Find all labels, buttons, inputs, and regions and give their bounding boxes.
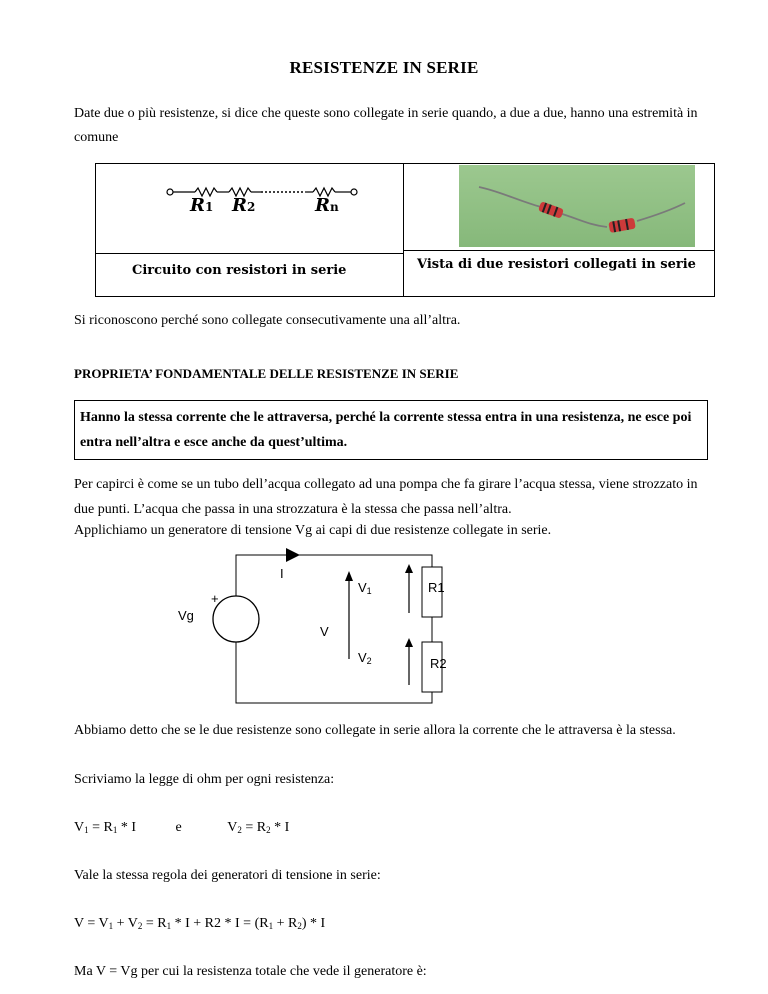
key-property-box: Hanno la stessa corrente che le attraversa, perché la corrente stessa entra in una resistenza, ne esce poi entra nell’altra e esce anche da quest’ultima. bbox=[74, 400, 708, 460]
intro-paragraph: Date due o più resistenze, si dice che queste sono collegate in serie quando, a due a due, hanno una estremità in comune bbox=[74, 106, 698, 145]
apply-paragraph: Applichiamo un generatore di tensione Vg ai capi di due resistenze collegate in serie. bbox=[74, 523, 552, 538]
recognize-paragraph: Si riconoscono perché sono collegate consecutivamente una all’altra. bbox=[74, 313, 461, 328]
plus-label: + bbox=[211, 591, 219, 606]
v2-label: $V_2$ bbox=[358, 650, 372, 666]
analogy-paragraph: Per capirci è come se un tubo dell’acqua collegato ad una pompa che fa girare l’acqua stessa, viene strozzato in due punti. L’acqua che passa in una strozzatura è la stessa che passa nell’altra. bbox=[74, 477, 698, 517]
resistors-photo bbox=[459, 165, 695, 247]
r1-label: R1 bbox=[190, 195, 214, 216]
final-paragraph: Ma V = Vg per cui la resistenza totale che vede il generatore è: bbox=[74, 964, 427, 979]
said-paragraph: Abbiamo detto che se le due resistenze sono collegate in serie allora la corrente che le attraversa è la stessa. bbox=[74, 723, 676, 738]
section-heading: PROPRIETA’ FONDAMENTALE DELLE RESISTENZE IN SERIE bbox=[74, 366, 459, 381]
resistor-table bbox=[95, 163, 715, 297]
v-label: V bbox=[320, 624, 329, 639]
current-label: I bbox=[280, 566, 284, 581]
ohm-equations: $V_1 = R_1 * I$ e $V_2 = R_2 * I$ bbox=[74, 820, 290, 835]
r2-label: R2 bbox=[232, 195, 256, 216]
circuit-diagram bbox=[200, 545, 460, 715]
caption-right: Vista di due resistori collegati in serie bbox=[417, 257, 696, 272]
rn-label: Rn bbox=[315, 195, 339, 216]
ohm-intro: Scriviamo la legge di ohm per ogni resistenza: bbox=[74, 772, 335, 787]
sum-equation: $V = V_1 + V_2 = R_1 * I + R2 * I = (R_1 + R_2) * I$ bbox=[74, 916, 326, 931]
vg-label: Vg bbox=[178, 608, 194, 623]
caption-left: Circuito con resistori in serie bbox=[132, 263, 347, 278]
page-title: RESISTENZE IN SERIE bbox=[289, 58, 479, 77]
rule-paragraph: Vale la stessa regola dei generatori di tensione in serie: bbox=[74, 868, 381, 883]
r1-circuit-label: R1 bbox=[428, 580, 445, 595]
r2-circuit-label: R2 bbox=[430, 656, 447, 671]
v1-label: $V_1$ bbox=[358, 580, 372, 596]
